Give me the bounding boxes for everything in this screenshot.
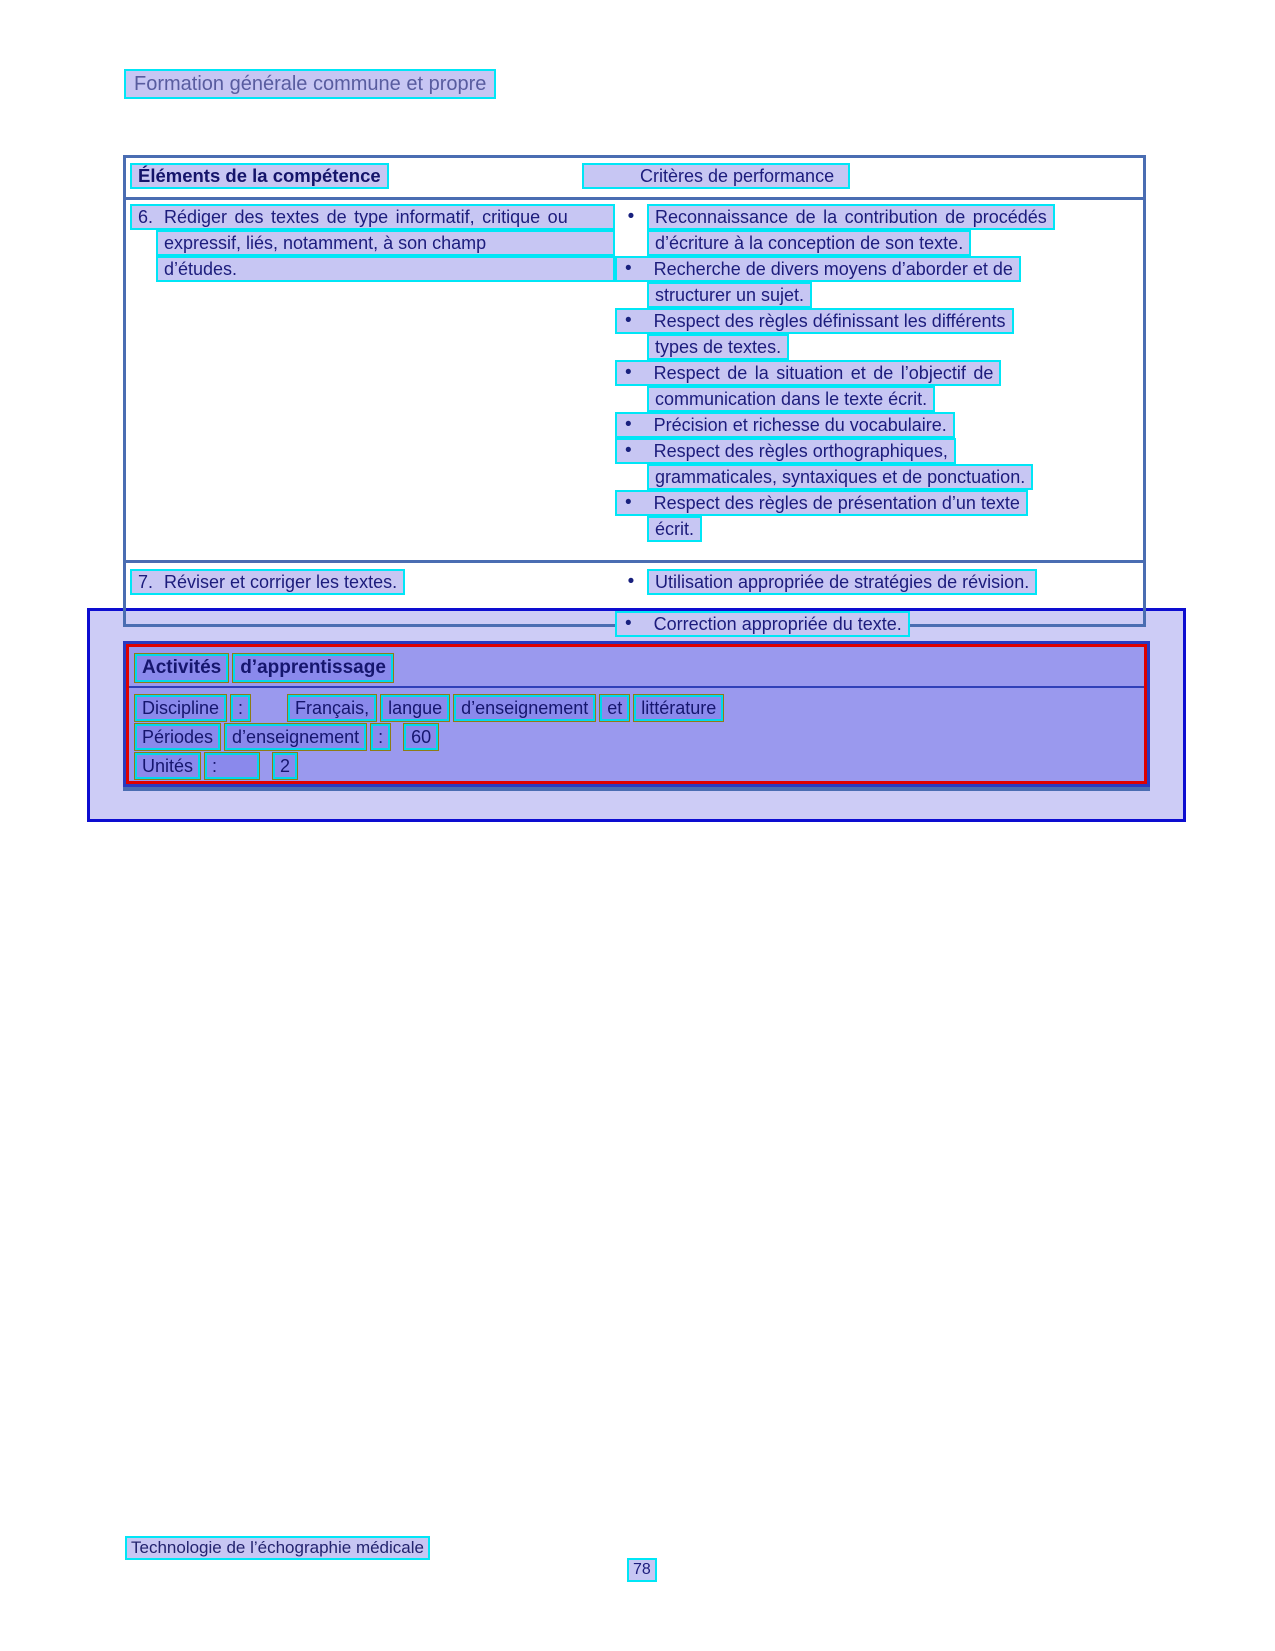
line-text: d’études. (164, 259, 238, 279)
line-text: Correction appropriée du texte. (653, 614, 902, 634)
activities-row-unites (135, 753, 1138, 779)
token: Discipline (135, 695, 226, 721)
line-highlight (615, 490, 1028, 516)
bullet-icon: • (625, 414, 632, 435)
token: : (205, 753, 259, 779)
table-line (130, 230, 1143, 256)
table-header-right: Critères de performance (582, 163, 850, 189)
table-line (130, 490, 1143, 516)
spacer (615, 464, 647, 490)
line-text: Respect des règles de présentation d’un texte (653, 493, 1020, 513)
bullet-icon: • (625, 310, 632, 331)
activities-title-row (129, 647, 1144, 688)
line-text: types de textes. (655, 337, 782, 357)
line-text: Reconnaissance de la contribution de procédés (655, 207, 1047, 227)
bullet-icon: • (625, 613, 632, 634)
bullet-icon: • (625, 362, 632, 383)
line-text: Utilisation appropriée de stratégies de révision. (655, 572, 1030, 592)
token: : (371, 724, 390, 750)
bullet-icon: • (627, 571, 635, 592)
bullet-icon: • (625, 492, 632, 513)
activities-title-word: Activités (135, 654, 228, 682)
table-header-left: Éléments de la compétence (130, 163, 389, 189)
line-highlight (647, 386, 935, 412)
bullet-icon: • (625, 440, 632, 461)
bullet-icon: • (627, 206, 635, 227)
token: 2 (273, 753, 297, 779)
line-text: grammaticales, syntaxiques et de ponctuation. (655, 467, 1026, 487)
table-line (130, 438, 1143, 464)
table-line (130, 282, 1143, 308)
token: d’enseignement (454, 695, 595, 721)
page-header-title: Formation générale commune et propre (124, 69, 496, 99)
item-number: 6. (138, 207, 154, 227)
line-text: expressif, liés, notamment, à son champ (164, 233, 487, 253)
token: d’enseignement (225, 724, 366, 750)
footer-text: Technologie de l’échographie médicale (125, 1536, 430, 1560)
table-line (130, 308, 1143, 334)
table-line (130, 569, 1143, 595)
line-highlight (615, 308, 1014, 334)
token: littérature (634, 695, 723, 721)
table-line (130, 611, 1143, 637)
line-highlight (130, 569, 405, 595)
line-highlight (647, 204, 1055, 230)
line-highlight (156, 230, 615, 256)
activities-box (123, 641, 1150, 787)
activities-title-word: d’apprentissage (233, 654, 393, 682)
table-row-6 (126, 200, 1143, 560)
table-line (130, 464, 1143, 490)
line-highlight (647, 282, 812, 308)
line-text: écrit. (655, 519, 695, 539)
line-text: structurer un sujet. (655, 285, 805, 305)
token: Français, (288, 695, 376, 721)
token: langue (381, 695, 449, 721)
spacer (615, 386, 647, 412)
line-highlight (647, 230, 971, 256)
line-text: Rédiger des textes de type informatif, critique ou (164, 207, 568, 227)
line-text: Recherche de divers moyens d’aborder et de (653, 259, 1013, 279)
line-highlight (647, 464, 1033, 490)
table-line (130, 516, 1143, 542)
line-highlight (615, 360, 1001, 386)
line-text: Respect de la situation et de l’objectif de (653, 363, 994, 383)
spacer (615, 282, 647, 308)
token: et (600, 695, 629, 721)
token: Unités (135, 753, 200, 779)
activities-row-periodes (135, 724, 1138, 750)
line-text: d’écriture à la conception de son texte. (655, 233, 964, 253)
line-text: Respect des règles orthographiques, (653, 441, 948, 461)
line-highlight (647, 334, 789, 360)
spacer (615, 334, 647, 360)
line-highlight (130, 204, 615, 230)
line-text: communication dans le texte écrit. (655, 389, 928, 409)
activities-rows (129, 688, 1144, 779)
table-line (130, 360, 1143, 386)
table-row-7 (126, 560, 1143, 637)
line-highlight (615, 256, 1021, 282)
competency-table (123, 155, 1146, 634)
table-line (130, 412, 1143, 438)
line-text: Respect des règles définissant les différents (653, 311, 1006, 331)
table-line (130, 204, 1143, 230)
table-header-row (126, 158, 1143, 200)
page-number: 78 (627, 1558, 657, 1582)
line-highlight (156, 256, 615, 282)
table-line (130, 386, 1143, 412)
line-text: Précision et richesse du vocabulaire. (653, 415, 947, 435)
activities-row-discipline (135, 695, 1138, 721)
spacer (615, 516, 647, 542)
token: Périodes (135, 724, 220, 750)
table-line (130, 334, 1143, 360)
token: : (231, 695, 250, 721)
token: 60 (404, 724, 438, 750)
line-highlight (615, 438, 956, 464)
line-highlight (615, 412, 955, 438)
spacer (615, 230, 647, 256)
line-highlight (647, 516, 702, 542)
table-line (130, 256, 1143, 282)
activities-inner-frame (126, 644, 1147, 784)
line-text: Réviser et corriger les textes. (164, 572, 398, 592)
line-highlight (647, 569, 1037, 595)
line-highlight (615, 611, 910, 637)
item-number: 7. (138, 572, 154, 592)
bullet-icon: • (625, 258, 632, 279)
